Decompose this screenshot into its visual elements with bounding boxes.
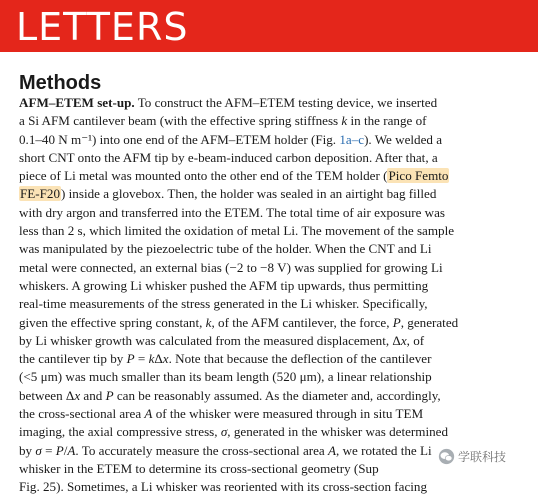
text-span: short CNT onto the AFM tip by e-beam-induced carbon deposition. After that, a	[19, 149, 438, 165]
text-span: the cross-sectional area	[19, 406, 145, 422]
text-span: in the range of	[347, 113, 427, 129]
text-span: whiskers. A growing Li whisker pushed the AFM tip upwards, thus permitting	[19, 277, 429, 293]
text-span: piece of Li metal was mounted onto the other end of the TEM holder (	[19, 168, 388, 184]
text-span: less than 2 s, which limited the oxidation of metal Li. The movement of the sample	[19, 223, 455, 239]
text-line	[19, 405, 534, 423]
text-span: , generated in the whisker was determined	[227, 424, 448, 440]
text-span: /	[63, 442, 68, 458]
text-line	[19, 332, 534, 350]
math-variable: P	[392, 314, 401, 330]
text-span: =	[134, 351, 149, 367]
methods-paragraph	[19, 94, 534, 497]
text-line	[19, 240, 534, 258]
text-line	[19, 277, 534, 295]
text-span: between Δ	[19, 387, 75, 403]
text-span: by	[19, 442, 36, 458]
text-span: imaging, the axial compressive stress,	[19, 424, 221, 440]
text-span: =	[41, 442, 56, 458]
text-span: Δ	[154, 351, 163, 367]
text-span: by Li whisker growth was calculated from the measured displacement, Δ	[19, 332, 401, 348]
text-span: , we rotated the Li	[336, 442, 432, 458]
text-span: was manipulated by the piezoelectric tube of the holder. When the CNT and Li	[19, 241, 432, 257]
paragraph-lead: AFM–ETEM set-up.	[19, 95, 135, 110]
text-span: , generated	[400, 314, 459, 330]
math-variable: A	[328, 442, 337, 458]
math-variable: P	[126, 351, 135, 367]
math-variable: A	[144, 406, 153, 422]
text-line	[19, 222, 534, 240]
highlighted-text: Pico Femto	[388, 168, 449, 184]
text-span: of the whisker were measured through in situ TEM	[152, 406, 424, 422]
text-line	[19, 423, 534, 441]
text-span: . Note that because the deflection of the cantilever	[168, 351, 432, 367]
journal-section-title: LETTERS	[16, 5, 189, 49]
text-line	[19, 94, 534, 112]
wechat-icon	[438, 448, 455, 465]
math-variable: k	[341, 113, 348, 129]
text-span: To construct the AFM–ETEM testing device, we inserted	[134, 95, 438, 110]
text-span: , of the AFM cantilever, the force,	[211, 314, 393, 330]
section-heading: Methods	[19, 72, 102, 94]
text-line	[19, 259, 534, 277]
text-line	[19, 478, 534, 496]
figure-reference-link[interactable]: 1a–c	[339, 131, 365, 147]
text-line	[19, 295, 534, 313]
text-line	[19, 167, 534, 185]
math-variable: σ	[35, 442, 42, 458]
text-span: , of	[406, 332, 425, 348]
text-span: metal were connected, an external bias (−2 to −8 V) was supplied for growing Li	[19, 259, 443, 275]
math-variable: P	[55, 442, 64, 458]
watermark	[438, 446, 506, 466]
math-variable: k	[205, 314, 212, 330]
text-span: (<5 μm) was much smaller than its beam length (520 μm), a linear relationship	[19, 369, 432, 385]
text-span: whisker in the ETEM to determine its cross-sectional geometry (Sup	[19, 460, 379, 476]
text-span: the cantilever tip by	[19, 351, 127, 367]
text-span: ). We welded a	[364, 131, 443, 147]
text-span: ) inside a glovebox. Then, the holder was sealed in an airtight bag filled	[61, 186, 437, 202]
text-line	[19, 368, 534, 386]
math-variable: x	[400, 332, 407, 348]
text-span: given the effective spring constant,	[19, 314, 206, 330]
text-line	[19, 149, 534, 167]
text-line	[19, 204, 534, 222]
text-span: can be reasonably assumed. As the diameter and, accordingly,	[113, 387, 441, 403]
text-span: real-time measurements of the stress generated in the Li whisker. Specifically,	[19, 296, 428, 312]
text-span: a Si AFM cantilever beam (with the effective spring stiffness	[19, 113, 342, 129]
watermark-text: 学联科技	[458, 449, 507, 464]
math-variable: A	[67, 442, 76, 458]
text-span: 0.1–40 N m⁻¹) into one end of the AFM–ETEM holder (Fig.	[19, 131, 340, 147]
text-span: Fig. 25). Sometimes, a Li whisker was reoriented with its cross-section facing	[19, 479, 428, 495]
math-variable: P	[105, 387, 114, 403]
text-line	[19, 185, 534, 203]
math-variable: σ	[220, 424, 228, 440]
highlighted-text: FE-F20	[20, 186, 61, 202]
text-line	[19, 112, 534, 130]
math-variable: x	[162, 351, 169, 367]
text-line	[19, 314, 534, 332]
math-variable: k	[148, 351, 155, 367]
text-line	[19, 131, 534, 149]
text-line	[19, 387, 534, 405]
letters-banner	[0, 0, 538, 52]
text-span: and	[80, 387, 106, 403]
text-line	[19, 350, 534, 368]
text-span: with dry argon and transferred into the ETEM. The total time of air exposure was	[19, 204, 446, 220]
math-variable: x	[74, 387, 81, 403]
text-span: . To accurately measure the cross-sectional area	[75, 442, 329, 458]
